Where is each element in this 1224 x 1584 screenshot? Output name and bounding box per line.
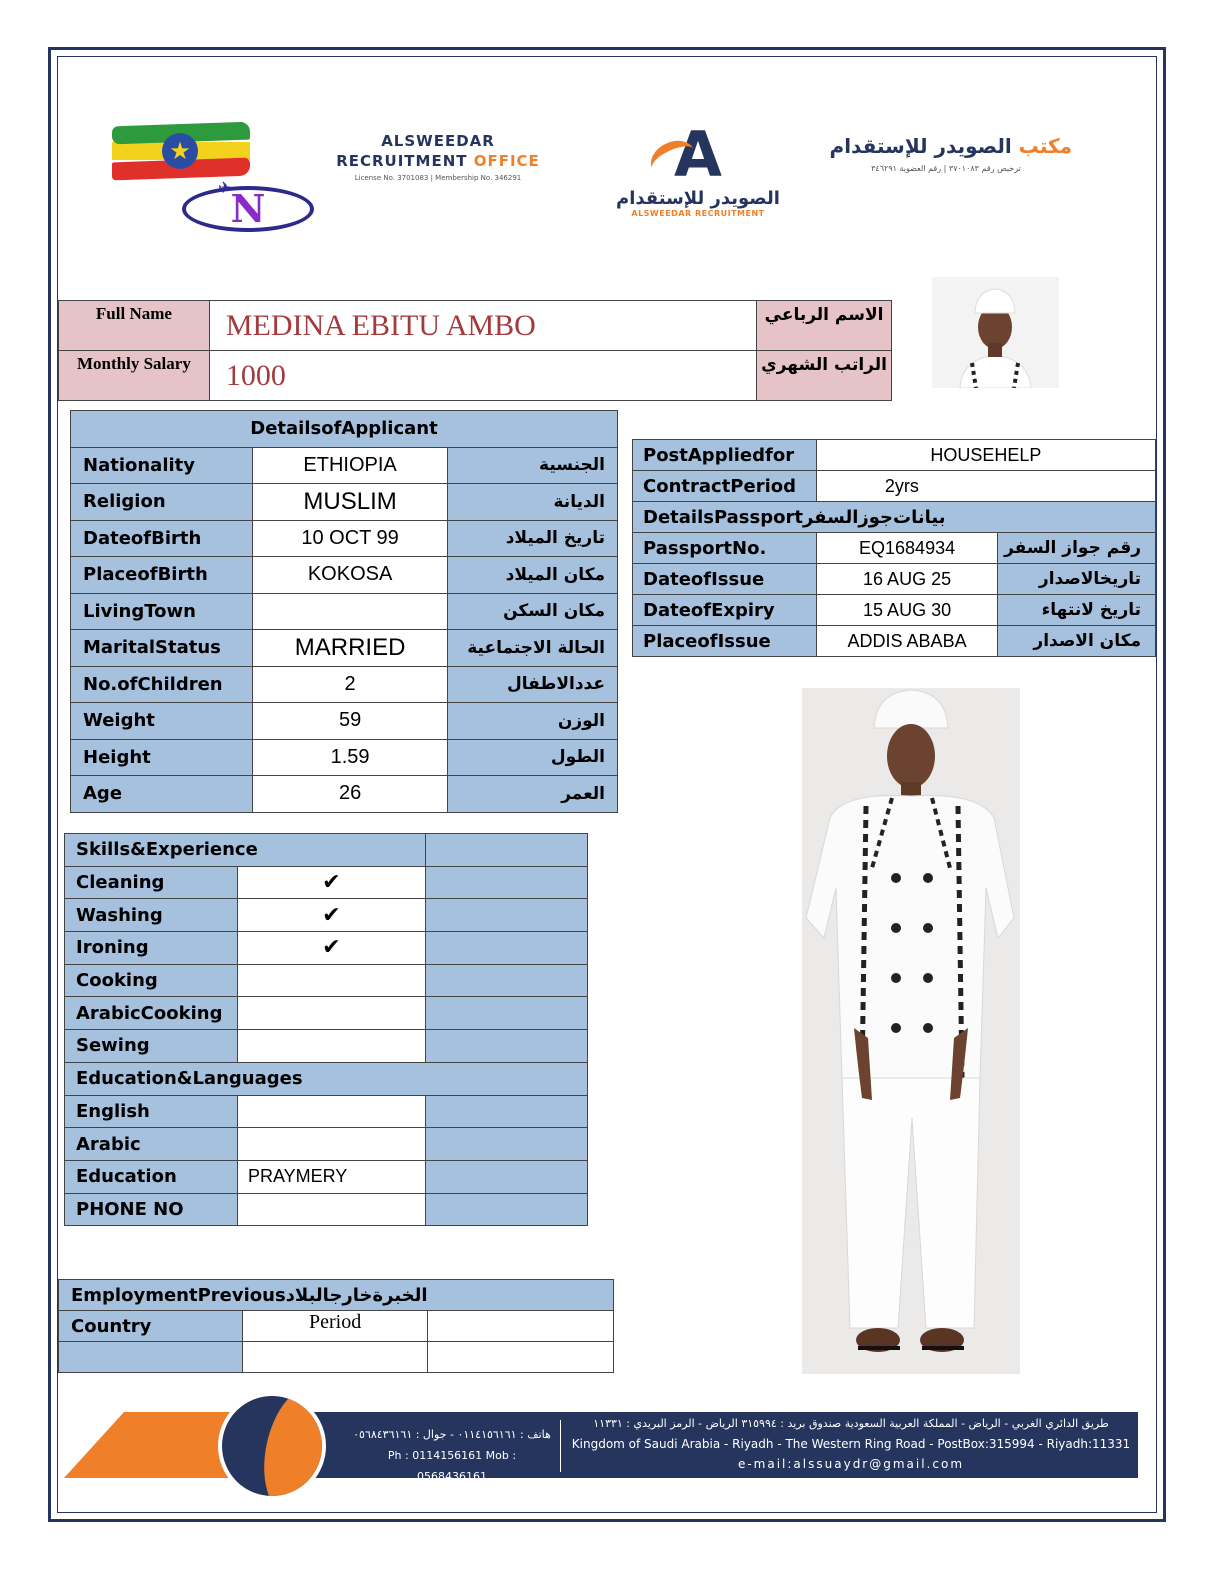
children-label: No.ofChildren (71, 666, 253, 703)
age-label-ar: العمر (448, 776, 618, 813)
table-row (65, 899, 588, 932)
date-of-birth-label-ar: تاريخ الميلاد (448, 520, 618, 557)
table-row (71, 776, 618, 813)
arabic-cooking-label: ArabicCooking (65, 997, 238, 1030)
office-name-ar: مكتب الصويدر للإستقدام (829, 134, 1072, 158)
table-row (65, 1160, 588, 1193)
skills-header-row (65, 834, 588, 867)
footer-circle-logo (218, 1392, 326, 1500)
nationality-label: Nationality (71, 447, 253, 484)
employment-header-row (59, 1280, 614, 1311)
post-applied-label: PostAppliedfor (633, 440, 817, 471)
table-row (65, 1095, 588, 1128)
footer-divider (560, 1420, 561, 1472)
english-label: English (65, 1095, 238, 1128)
living-town-label: LivingTown (71, 593, 253, 630)
place-of-birth-label: PlaceofBirth (71, 557, 253, 594)
name-salary-table (58, 300, 892, 401)
arabic-label: Arabic (65, 1128, 238, 1161)
living-town-value (252, 593, 448, 630)
place-of-birth-value: KOKOSA (252, 557, 448, 594)
table-row (633, 595, 1156, 626)
details-title: DetailsofApplicant (71, 411, 618, 448)
email-link[interactable]: e-mail:alssuaydr@gmail.com (737, 1457, 965, 1471)
alsweedar-logo-en (326, 132, 550, 182)
date-of-issue-label-ar: تاريخالاصدار (998, 564, 1156, 595)
post-applied-value: HOUSEHELP (816, 440, 1155, 471)
table-row (71, 557, 618, 594)
address-ar: طريق الدائري الغربي - الرياض - المملكة العربية السعودية صندوق بريد : ٣١٥٩٩٤ الرياض - الرمز البريدي : ١١٣٣١ (593, 1417, 1109, 1430)
applicant-details-table (70, 410, 618, 813)
details-header-row (71, 411, 618, 448)
applicant-full-body-photo (802, 688, 1020, 1374)
sewing-value (237, 1030, 425, 1063)
table-row (71, 630, 618, 667)
education-header-row (65, 1062, 588, 1095)
table-row (633, 440, 1156, 471)
employment-table (58, 1279, 614, 1373)
marital-status-value: MARRIED (252, 630, 448, 667)
table-row (633, 626, 1156, 657)
alsweedar-logo-ar (820, 134, 1072, 173)
phone-no-label: PHONE NO (65, 1193, 238, 1226)
table-row (65, 997, 588, 1030)
date-of-expiry-label: DateofExpiry (633, 595, 817, 626)
sewing-label: Sewing (65, 1030, 238, 1063)
employment-title: EmploymentPreviousالخبرةخارجالبلاد (59, 1280, 614, 1311)
table-row (59, 1311, 614, 1342)
place-of-issue-label: PlaceofIssue (633, 626, 817, 657)
education-value: PRAYMERY (237, 1160, 425, 1193)
table-row (65, 1128, 588, 1161)
phone-ar: هاتف : ٠١١٤١٥٦١٦١ - جوال : ٠٥٦٨٤٣٦١٦١ (353, 1428, 551, 1441)
address-en: Kingdom of Saudi Arabia - Riyadh - The Western Ring Road - PostBox:315994 - Riyadh:11331 (571, 1437, 1131, 1451)
table-row (65, 1193, 588, 1226)
n-agency-logo: N (182, 186, 314, 232)
contract-period-value: 2yrs (816, 471, 1155, 502)
cleaning-label: Cleaning (65, 866, 238, 899)
cleaning-check-icon: ✔ (237, 866, 425, 899)
marital-status-label: MaritalStatus (71, 630, 253, 667)
license-text: License No. 3701083 | Membership No. 346291 (354, 174, 522, 182)
table-row (65, 964, 588, 997)
cooking-label: Cooking (65, 964, 238, 997)
table-row (65, 866, 588, 899)
living-town-label-ar: مكان السكن (448, 593, 618, 630)
children-value: 2 (252, 666, 448, 703)
place-of-issue-value: ADDIS ABABA (816, 626, 997, 657)
skills-table (64, 833, 588, 1226)
ironing-label: Ironing (65, 932, 238, 965)
country-label: Country (59, 1311, 243, 1342)
place-of-birth-label-ar: مكان الميلاد (448, 557, 618, 594)
license-text-ar: ترخيص رقم ٣٧٠١٠٨٣ | رقم العضوية ٣٤٦٢٩١ (871, 164, 1021, 173)
full-name-label-ar: الاسم الرباعي (757, 301, 892, 351)
table-row (71, 666, 618, 703)
phone-no-value (237, 1193, 425, 1226)
table-row (65, 1030, 588, 1063)
salary-value: 1000 (209, 351, 756, 401)
date-of-birth-label: DateofBirth (71, 520, 253, 557)
footer-phone (352, 1424, 552, 1487)
office-name-line2: RECRUITMENT OFFICE (336, 152, 540, 170)
nationality-value: ETHIOPIA (252, 447, 448, 484)
applicant-portrait-photo (932, 277, 1059, 388)
passport-no-label: PassportNo. (633, 533, 817, 564)
table-row (633, 564, 1156, 595)
full-name-label: Full Name (59, 301, 210, 351)
table-row (71, 484, 618, 521)
table-row (71, 447, 618, 484)
ironing-check-icon: ✔ (237, 932, 425, 965)
table-row (71, 593, 618, 630)
logo-english-text: ALSWEEDAR RECRUITMENT (631, 209, 765, 218)
age-label: Age (71, 776, 253, 813)
star-icon: ★ (162, 133, 198, 169)
passport-header-row (633, 502, 1156, 533)
date-of-expiry-label-ar: تاريخ لانتهاء (998, 595, 1156, 626)
logo-arabic-text: الصويدر للإستقدام (616, 188, 780, 209)
passport-no-value: EQ1684934 (816, 533, 997, 564)
table-row (71, 703, 618, 740)
table-row (71, 739, 618, 776)
office-name-line1: ALSWEEDAR (381, 132, 495, 150)
full-name-value: MEDINA EBITU AMBO (209, 301, 756, 351)
religion-label-ar: الديانة (448, 484, 618, 521)
arabic-value (237, 1128, 425, 1161)
period-label: Period (242, 1311, 428, 1342)
cooking-value (237, 964, 425, 997)
table-row (633, 533, 1156, 564)
contract-period-label: ContractPeriod (633, 471, 817, 502)
salary-label-ar: الراتب الشهري (757, 351, 892, 401)
alsweedar-a-logo: A الصويدر للإستقدام ALSWEEDAR RECRUITMENT (610, 124, 786, 228)
passport-details-title: DetailsPassportبيانات‌جوزالسفر (633, 502, 1156, 533)
date-of-expiry-value: 15 AUG 30 (816, 595, 997, 626)
table-row (71, 520, 618, 557)
weight-value: 59 (252, 703, 448, 740)
english-value (237, 1095, 425, 1128)
education-label: Education (65, 1160, 238, 1193)
date-of-issue-label: DateofIssue (633, 564, 817, 595)
footer-address (568, 1414, 1134, 1474)
table-row (59, 1342, 614, 1373)
height-value: 1.59 (252, 739, 448, 776)
table-row (65, 932, 588, 965)
religion-label: Religion (71, 484, 253, 521)
arabic-cooking-value (237, 997, 425, 1030)
age-value: 26 (252, 776, 448, 813)
post-passport-table (632, 439, 1156, 657)
nationality-label-ar: الجنسية (448, 447, 618, 484)
salary-label: Monthly Salary (59, 351, 210, 401)
washing-label: Washing (65, 899, 238, 932)
ethiopia-flag-logo (112, 124, 250, 178)
skills-title: Skills&Experience (65, 834, 426, 867)
height-label: Height (71, 739, 253, 776)
table-row (633, 471, 1156, 502)
education-title: Education&Languages (65, 1062, 588, 1095)
date-of-issue-value: 16 AUG 25 (816, 564, 997, 595)
religion-value: MUSLIM (252, 484, 448, 521)
washing-check-icon: ✔ (237, 899, 425, 932)
weight-label: Weight (71, 703, 253, 740)
passport-no-label-ar: رقم جواز السفر (998, 533, 1156, 564)
salary-row (59, 351, 892, 401)
airplane-icon: ✈ (218, 178, 232, 197)
children-label-ar: عددالاطفال (448, 666, 618, 703)
date-of-birth-value: 10 OCT 99 (252, 520, 448, 557)
place-of-issue-label-ar: مكان الاصدار (998, 626, 1156, 657)
phone-en: Ph : 0114156161 Mob : 0568436161 (387, 1449, 517, 1483)
full-name-row (59, 301, 892, 351)
height-label-ar: الطول (448, 739, 618, 776)
weight-label-ar: الوزن (448, 703, 618, 740)
marital-status-label-ar: الحالة الاجتماعية (448, 630, 618, 667)
